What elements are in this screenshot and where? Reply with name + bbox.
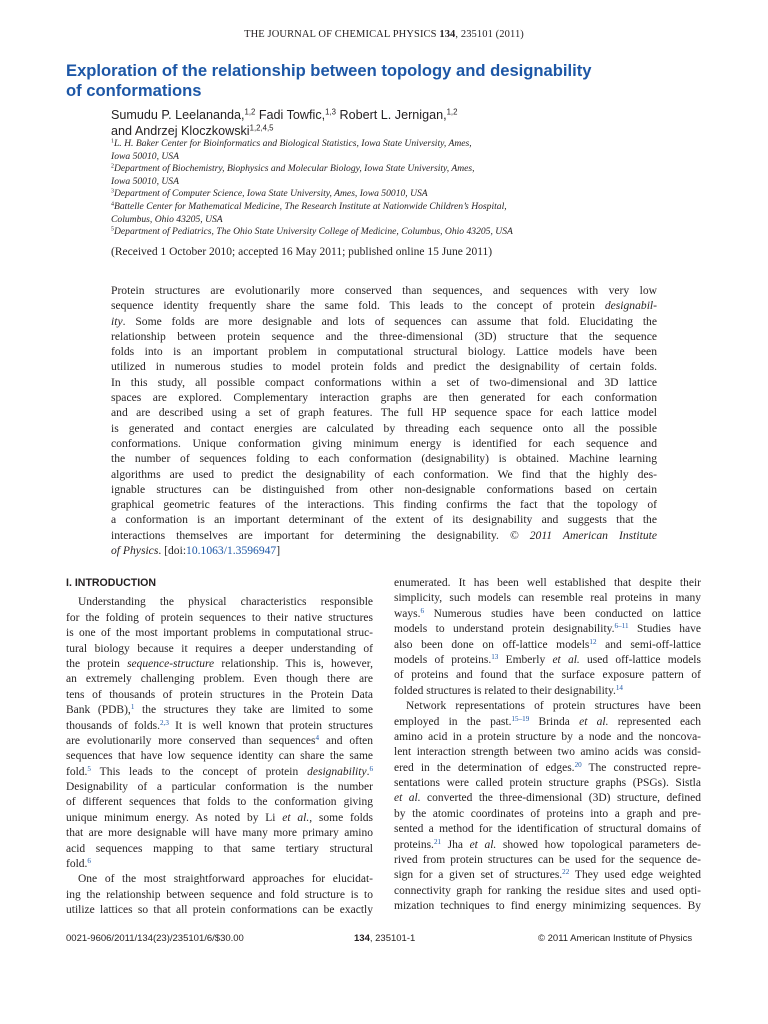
body-line: unique minimum energy. As noted by Li et al., some folds (66, 811, 373, 824)
body-line: of proteins and found that the surface exposure pattern of (394, 669, 701, 682)
body-line: that are more designable will have many more primary amino (66, 827, 373, 840)
footer-issn: 0021-9606/2011/134(23)/235101/6/$30.00 (66, 933, 244, 944)
title-line-2: of conformations (66, 81, 202, 100)
body-line: sented a method for the identification of structural domains of (394, 823, 701, 836)
journal-name: THE JOURNAL OF CHEMICAL PHYSICS (244, 29, 437, 40)
journal-volume: 134 (439, 29, 456, 40)
body-line: rived from protein structures can be used for the sequence de- (394, 854, 701, 867)
author-list (111, 108, 671, 139)
abstract-line: sequence identity frequently share the same fold. This leads to the concept of protein designabil- (111, 299, 657, 313)
received-dates: (Received 1 October 2010; accepted 16 May 2011; published online 15 June 2011) (111, 246, 493, 258)
abstract-line: is generated and contact energies are calculated by threading each sequence onto all the possible (111, 421, 657, 435)
abstract-line: and are described using a set of graph features. The full HP sequence space for each lattice model (111, 406, 657, 420)
body-line: ways.$^6$ Numerous studies have been conducted on lattice (394, 606, 701, 620)
affiliation-line: L. H. Baker Center for Bioinformatics and Biological Statistics, Iowa State University, Ames, (113, 138, 472, 149)
affiliation (111, 214, 671, 227)
affiliation-sup: 5 (111, 226, 114, 233)
abstract-line: utilized in numerous studies to model protein folds and predict the designability of certain folds. (111, 360, 657, 374)
body-line: Network representations of protein structures have been (406, 700, 701, 713)
body-line: by the atomic coordinates of proteins into a graph and pre- (394, 807, 701, 820)
body-line: connectivity graph for ranking the residue sites and used opti- (394, 884, 701, 897)
affiliation-line: Iowa 50010, USA (111, 150, 179, 162)
body-line: Understanding the physical characteristics responsible (78, 596, 373, 609)
journal-header (0, 29, 768, 40)
author: Sumudu P. Leelananda, (111, 108, 245, 122)
abstract-line: the number of sequences folding to each conformation (designability) is obtained. Machine learning (111, 452, 657, 466)
abstract-line: ignable structures can be distinguished from other non-designable conformations based on certain (111, 482, 657, 496)
body-line: One of the most straightforward approaches for elucidat- (78, 873, 373, 886)
affiliation (111, 201, 671, 214)
abstract-line: graphical geometric features of the interactions. This finding confirms the fact that the topology of (111, 498, 657, 512)
affiliation (111, 226, 671, 239)
footer-copyright: © 2011 American Institute of Physics (538, 933, 693, 944)
abstract-line: of Physics. [doi:10.1063/1.3596947] (111, 544, 281, 558)
body-line: sentations were called protein structure graphs (PSGs). Sistla (394, 777, 701, 790)
affiliation (111, 188, 671, 201)
body-line: utilize lattices so that all protein conformations can be exactly (66, 904, 373, 917)
paper-title (66, 61, 666, 101)
body-line: et al. converted the three-dimensional (3D) structure, defined (394, 792, 701, 805)
body-line: is one of the most important problems in computational struc- (66, 627, 373, 640)
author-sup: 1,2,4,5 (249, 123, 274, 133)
body-line: also been done on off-lattice models$^{12}$ and semi-off-lattice (394, 637, 701, 651)
affiliation-line: Battelle Center for Mathematical Medicine, The Research Institute at Nationwide Children’s Hospital, (113, 200, 507, 212)
body-line: mization techniques to find energy minimizing sequences. By (394, 900, 701, 913)
body-line: amino acid in a protein structure by a node and the noncova- (394, 730, 701, 743)
affiliation-sup: 3 (111, 189, 114, 196)
body-line: simplicity, such models can resemble real proteins in many (394, 592, 701, 605)
author-sup: 1,3 (325, 107, 336, 117)
affiliation (111, 138, 671, 151)
affiliation-sup: 2 (111, 163, 114, 170)
article-number: , 235101 (2011) (455, 29, 524, 40)
footer-page: 134, 235101-1 (354, 933, 416, 944)
body-line: models of proteins.$^{13}$ Emberly et al. used off-lattice models (394, 653, 701, 666)
body-line: acid sequences mapping to that same tertiary structural (66, 842, 373, 855)
doi-link[interactable]: 10.1063/1.3596947 (186, 544, 277, 558)
body-line: sequences that have low sequence identity can share the same (66, 750, 373, 763)
abstract (111, 283, 657, 558)
body-line: for the folding of protein sequences to their native structures (66, 611, 373, 624)
affiliation-line: Department of Computer Science, Iowa State University, Ames, Iowa 50010, USA (113, 188, 428, 200)
author-sup: 1,2 (244, 107, 256, 117)
author-sup: 1,2 (446, 107, 458, 117)
body-line: ered in the determination of edges.$^{20}$ The constructed repre- (394, 760, 701, 774)
title-line-1: Exploration of the relationship between topology and designability (66, 61, 592, 80)
abstract-line: conformations. Unique conformation giving minimum energy is identified for each sequence and (111, 436, 657, 450)
section-heading: I. INTRODUCTION (66, 577, 157, 589)
abstract-line: Protein structures are evolutionarily more conserved than sequences, and sequences with very low (111, 284, 657, 297)
affiliation (111, 176, 671, 189)
affiliation-sup: 4 (111, 201, 114, 208)
body-line: employed in the past.$^{15-19}$ Brinda et al. represented each (394, 714, 702, 728)
body-line: proteins.$^{21}$ Jha et al. showed how topological parameters de- (394, 837, 701, 851)
abstract-line: folds into is an important problem in computational structural biology. Lattice models have been (111, 345, 657, 359)
body-line: fold.$^5$ This leads to the concept of protein designability.$^6$ (66, 764, 373, 778)
left-column (66, 576, 373, 919)
abstract-line: relationship between protein sequence and the three-dimensional (3D) structure that the sequence (111, 329, 657, 343)
body-line: the protein sequence-structure relationship. This is, however, (66, 657, 374, 670)
affiliation-line: Iowa 50010, USA (111, 175, 179, 187)
body-line: tural biology because it requires a deeper understanding of (66, 642, 373, 655)
body-line: an extremely challenging problem. Even though there are (66, 673, 373, 686)
affiliation-line: Department of Biochemistry, Biophysics and Molecular Biology, Iowa State University, Ames, (113, 163, 475, 175)
body-line: tens of thousands of protein structures in the Protein Data (66, 688, 373, 701)
body-line: enumerated. It has been well established that despite their (394, 577, 701, 589)
body-line: of different sequences that folds to the conformation giving (66, 796, 373, 809)
body-line: ing the relationship between sequence and fold structure is to (66, 888, 373, 901)
affiliation-sup: 1 (111, 138, 114, 145)
abstract-line: In this study, all possible compact conformations within a set of two-dimensional and 3D lattice (111, 375, 657, 389)
right-column (394, 576, 701, 915)
abstract-line: spaces are explored. Complementary interaction graphs are then generated for each conformation (111, 391, 657, 405)
affiliation (111, 151, 671, 164)
body-line: fold.$^6$ (66, 857, 91, 871)
body-line: Bank (PDB),$^1$ the structures they take are limited to some (66, 703, 373, 717)
author: and Andrzej Kloczkowski (111, 123, 250, 138)
author: Fadi Towfic, (255, 108, 326, 122)
body-line: are evolutionarily more conserved than sequences$^4$ and often (66, 734, 374, 747)
author: Robert L. Jernigan, (335, 108, 447, 122)
body-line: lent interaction strength between two amino acids was consid- (394, 746, 701, 759)
abstract-line: interactions themselves are important for determining the designability. © 2011 American Institute (111, 528, 657, 542)
abstract-line: ity. Some folds are more designable and lots of sequences can assume that fold. Elucidating the (111, 314, 657, 328)
body-line: thousands of folds.$^{2,3}$ It is well known that protein structures (66, 718, 373, 732)
affiliation (111, 163, 671, 176)
body-line: Designability of a particular conformation is the number (66, 781, 373, 794)
body-line: models to understand protein designability.$^{6-11}$ Studies have (394, 622, 701, 636)
abstract-line: a conformation is an important determinant of the extent of its designability and suggests that the (111, 513, 657, 527)
abstract-line: algorithms are used to predict the designability of each conformation. We find that the highly des- (111, 467, 657, 481)
body-line: folded structures is related to their designability.$^{14}$ (394, 683, 623, 697)
affiliation-line: Columbus, Ohio 43205, USA (111, 213, 223, 225)
affiliations (111, 138, 671, 239)
body-line: sign for a given set of structures.$^{22}$ They used edge weighted (394, 868, 701, 882)
affiliation-line: Department of Pediatrics, The Ohio State University College of Medicine, Columbus, Ohio 43205, USA (113, 226, 513, 238)
